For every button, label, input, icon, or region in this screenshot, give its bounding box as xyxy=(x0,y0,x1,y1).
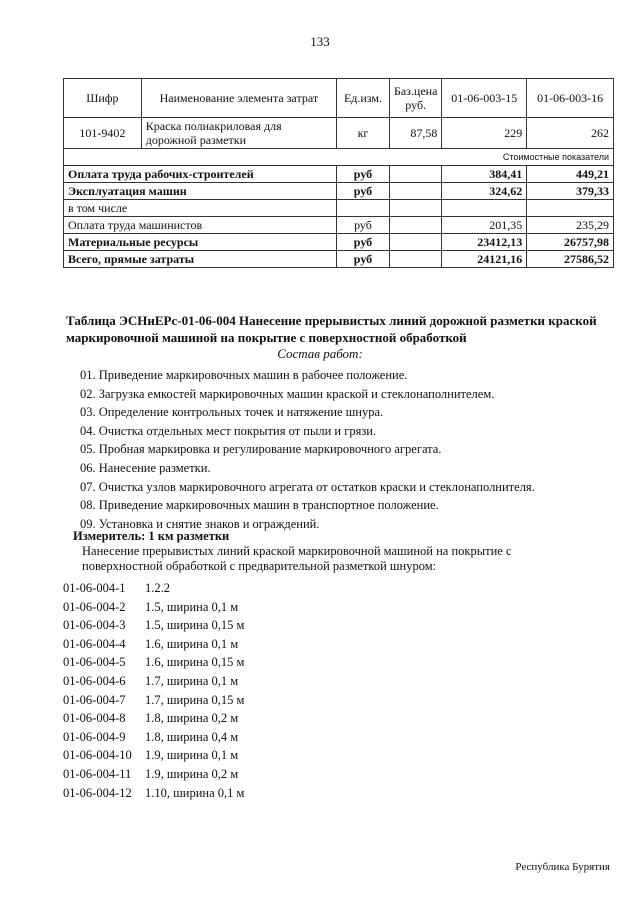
cost-row xyxy=(64,217,614,234)
cost-row-unit: руб xyxy=(337,166,390,183)
cost-row xyxy=(64,183,614,200)
cost-row-unit: руб xyxy=(337,251,390,268)
work-item: 05. Пробная маркировка и регулирование маркировочного агрегата. xyxy=(80,442,442,457)
work-item: 04. Очистка отдельных мест покрытия от пыли и грязи. xyxy=(80,423,377,438)
header-name: Наименование элемента затрат xyxy=(141,79,336,118)
code-number: 01-06-004-3 xyxy=(63,618,126,633)
material-code: 101-9402 xyxy=(64,118,142,149)
cost-row-v2: 26757,98 xyxy=(527,234,614,251)
code-row xyxy=(63,765,244,784)
code-text: 1.8, ширина 0,2 м xyxy=(145,711,239,726)
cost-row-name: Материальные ресурсы xyxy=(64,234,337,251)
material-name: Краска полиакриловая для дорожной разметки xyxy=(141,118,336,149)
code-number: 01-06-004-8 xyxy=(63,711,126,726)
header-code: Шифр xyxy=(64,79,142,118)
code-number: 01-06-004-10 xyxy=(63,748,132,763)
header-col2: 01-06-003-16 xyxy=(527,79,614,118)
code-row xyxy=(63,616,244,635)
code-number: 01-06-004-6 xyxy=(63,673,126,688)
code-number: 01-06-004-12 xyxy=(63,785,132,800)
table-title: Таблица ЭСНиЕРс-01-06-004 Нанесение прерывистых линий дорожной разметки краской маркировочной машиной на покрытие с поверхностной обработкой xyxy=(66,313,597,345)
code-row xyxy=(63,653,244,672)
work-item: 08. Приведение маркировочных машин в транспортное положение. xyxy=(80,498,439,513)
works-list xyxy=(80,366,620,533)
code-text: 1.9, ширина 0,1 м xyxy=(145,748,239,763)
work-item: 02. Загрузка емкостей маркировочных машин краской и стеклонаполнителем. xyxy=(80,386,495,401)
code-text: 1.5, ширина 0,15 м xyxy=(145,618,245,633)
code-row xyxy=(63,598,244,617)
table-header-row xyxy=(64,79,614,118)
cost-row-empty xyxy=(389,217,441,234)
cost-row xyxy=(64,166,614,183)
cost-row xyxy=(64,251,614,268)
work-item: 01. Приведение маркировочных машин в рабочее положение. xyxy=(80,368,408,382)
code-row xyxy=(63,691,244,710)
code-number: 01-06-004-2 xyxy=(63,599,126,614)
code-number: 01-06-004-5 xyxy=(63,655,126,670)
code-number: 01-06-004-4 xyxy=(63,636,126,651)
cost-row-empty xyxy=(389,251,441,268)
cost-row-name: Оплата труда машинистов xyxy=(64,217,337,234)
codes-list xyxy=(63,579,244,802)
material-base-price: 87,58 xyxy=(389,118,441,149)
cost-row-v2 xyxy=(527,200,614,217)
cost-row-unit: руб xyxy=(337,234,390,251)
cost-row-v1: 24121,16 xyxy=(442,251,527,268)
material-v2: 262 xyxy=(527,118,614,149)
header-base-price: Баз.цена руб. xyxy=(389,79,441,118)
code-text: 1.10, ширина 0,1 м xyxy=(145,785,245,800)
cost-row-empty xyxy=(389,166,441,183)
code-row xyxy=(63,728,244,747)
cost-row-v1: 23412,13 xyxy=(442,234,527,251)
code-number: 01-06-004-1 xyxy=(63,581,126,595)
section-label-row xyxy=(64,149,614,166)
description: Нанесение прерывистых линий краской маркировочной машиной на покрытие с поверхностной обработкой с предварительной разметкой шнуром: xyxy=(82,544,512,573)
header-col1: 01-06-003-15 xyxy=(442,79,527,118)
code-number: 01-06-004-7 xyxy=(63,692,126,707)
header-unit: Ед.изм. xyxy=(337,79,390,118)
cost-row-v1 xyxy=(442,200,527,217)
work-item: 09. Установка и снятие знаков и ограждений. xyxy=(80,516,320,531)
cost-row-v1: 324,62 xyxy=(442,183,527,200)
work-item: 06. Нанесение разметки. xyxy=(80,460,211,475)
cost-row-empty xyxy=(389,200,441,217)
material-v1: 229 xyxy=(442,118,527,149)
cost-row-empty xyxy=(389,183,441,200)
code-text: 1.5, ширина 0,1 м xyxy=(145,599,239,614)
cost-row-name: Оплата труда рабочих-строителей xyxy=(64,166,337,183)
code-text: 1.9, ширина 0,2 м xyxy=(145,766,239,781)
code-number: 01-06-004-11 xyxy=(63,766,132,781)
code-row xyxy=(63,579,244,598)
footer: Республика Бурятия xyxy=(515,861,610,873)
cost-row-v2: 27586,52 xyxy=(527,251,614,268)
cost-row-name: Эксплуатация машин xyxy=(64,183,337,200)
code-number: 01-06-004-9 xyxy=(63,729,126,744)
cost-row-empty xyxy=(389,234,441,251)
cost-row-unit xyxy=(337,200,390,217)
code-row xyxy=(63,784,244,803)
cost-row xyxy=(64,200,614,217)
cost-row-v2: 235,29 xyxy=(527,217,614,234)
cost-row-v1: 201,35 xyxy=(442,217,527,234)
cost-row-name: Всего, прямые затраты xyxy=(64,251,337,268)
cost-row-v1: 384,41 xyxy=(442,166,527,183)
cost-rows xyxy=(64,166,614,268)
work-item: 07. Очистка узлов маркировочного агрегата от остатков краски и стеклонаполнителя. xyxy=(80,479,535,494)
cost-row-name: в том числе xyxy=(64,200,337,217)
composition-heading: Состав работ: xyxy=(277,346,363,361)
section-label: Стоимостные показатели xyxy=(64,149,614,166)
work-item: 03. Определение контрольных точек и натяжение шнура. xyxy=(80,405,384,420)
cost-row xyxy=(64,234,614,251)
material-unit: кг xyxy=(337,118,390,149)
measure-unit: Измеритель: 1 км разметки xyxy=(73,529,230,543)
cost-row-unit: руб xyxy=(337,183,390,200)
code-row xyxy=(63,709,244,728)
cost-row-v2: 449,21 xyxy=(527,166,614,183)
code-text: 1.2.2 xyxy=(145,581,170,595)
code-text: 1.7, ширина 0,1 м xyxy=(145,673,239,688)
code-text: 1.8, ширина 0,4 м xyxy=(145,729,239,744)
code-text: 1.6, ширина 0,15 м xyxy=(145,655,245,670)
code-text: 1.6, ширина 0,1 м xyxy=(145,636,239,651)
code-row xyxy=(63,746,244,765)
page-number: 133 xyxy=(310,34,330,49)
code-text: 1.7, ширина 0,15 м xyxy=(145,692,245,707)
cost-row-unit: руб xyxy=(337,217,390,234)
code-row xyxy=(63,672,244,691)
material-row xyxy=(64,118,614,149)
cost-row-v2: 379,33 xyxy=(527,183,614,200)
cost-table xyxy=(63,78,614,268)
code-row xyxy=(63,635,244,654)
